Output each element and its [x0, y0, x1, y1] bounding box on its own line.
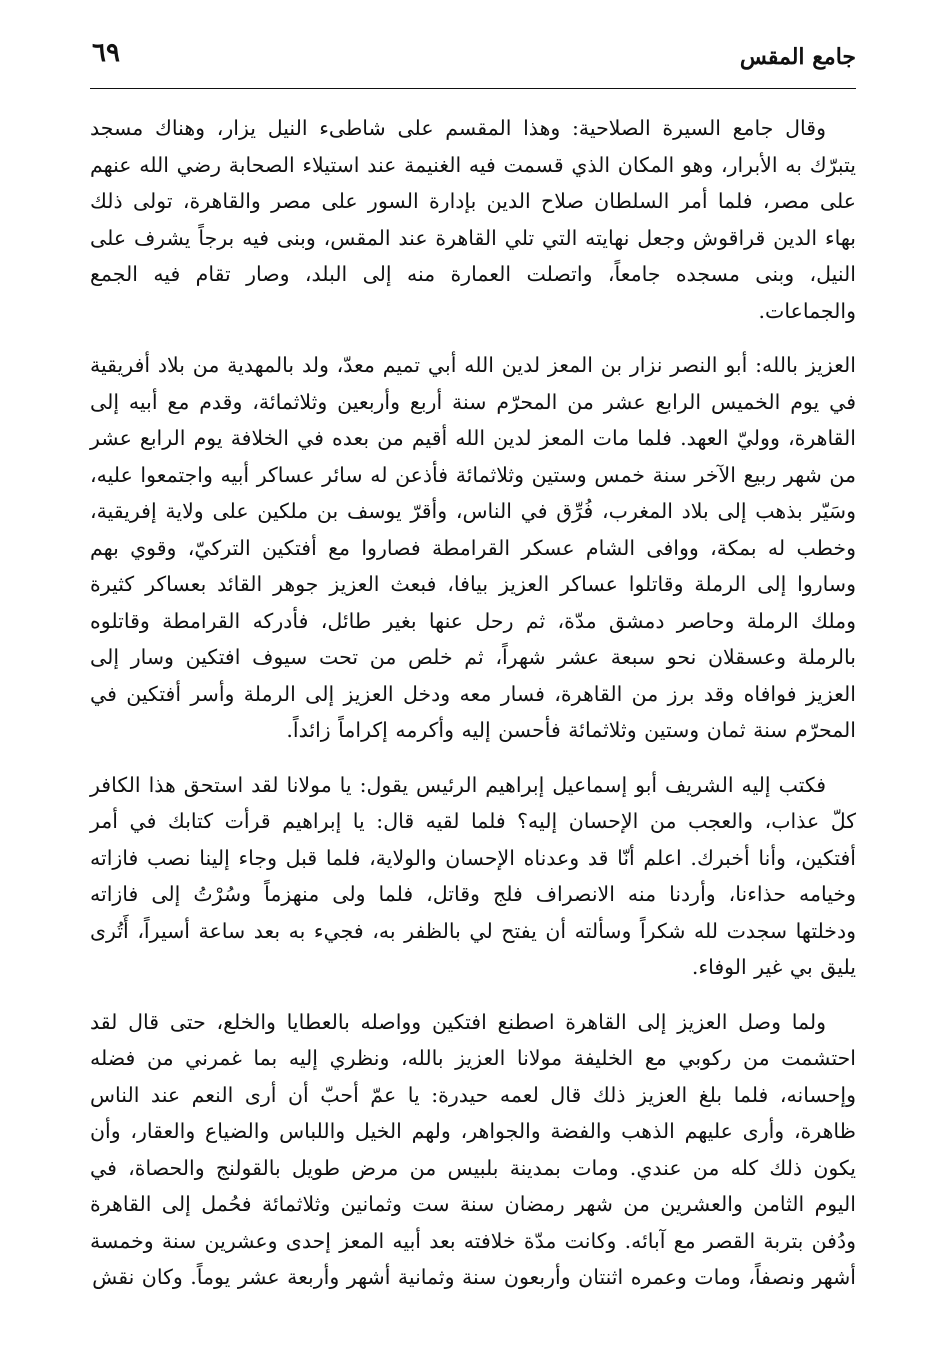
page-header — [90, 38, 856, 86]
body-text — [90, 110, 856, 1314]
page-number: ٦٩ — [92, 38, 120, 68]
running-title: جامع المقس — [739, 44, 856, 70]
paragraph-saladin-wall: وقال جامع السيرة الصلاحية: وهذا المقسم على شاطىء النيل يزار، وهناك مسجد يتبرّك به الأبرار، وهو المكان الذي قسمت فيه الغنيمة عند استيلاء الصحابة رضي الله عنهم على مصر، فلما أمر السلطان صلاح الدين بإدارة السور على مصر والقاهرة، تولى ذلك بهاء الدين قراقوش وجعل نهايته التي تلي القاهرة عند المقس، وبنى فيه برجاً يشرف على النيل، وبنى مسجده جامعاً، واتصلت العمارة منه إلى البلد، وصار تقام فيه الجمع والجماعات. — [90, 116, 856, 323]
paragraph-al-aziz-billah: العزيز بالله: أبو النصر نزار بن المعز لدين الله أبي تميم معدّ، ولد بالمهدية من بلاد أفريقية في يوم الخميس الرابع عشر من المحرّم سنة أربع وأربعين وثلاثمائة، وقدم مع أبيه إلى القاهرة، ووليّ العهد. فلما مات المعز لدين الله أقيم من بعده في الخلافة يوم الرابع عشر من شهر ربيع الآخر سنة خمس وستين وثلاثمائة فأذعن له سائر عساكر أبيه واجتمعوا عليه، وسَيّر بذهب إلى بلاد المغرب، فُرِّق في الناس، وأقرّ يوسف بن ملكين على ولاية إفريقية، وخطب له بمكة، ووافى الشام عسكر القرامطة فصاروا مع أفتكين التركيّ، وقوي بهم وساروا إلى الرملة وقاتلوا عساكر العزيز بيافا، فبعث العزيز جوهر القائد بعساكر كثيرة وملك الرملة وحاصر دمشق مدّة، ثم رحل عنها بغير طائل، فأدركه القرامطة وقاتلوه بالرملة وعسقلان نحو سبعة عشر شهراً، ثم خلص من تحت سيوف افتكين وسار إلى العزيز فوافاه وقد برز من القاهرة، فسار معه ودخل العزيز إلى الرملة وأسر أفتكين في المحرّم سنة ثمان وستين وثلاثمائة فأحسن إليه وأكرمه إكراماً زائداً. — [90, 353, 856, 742]
paragraph-letter-ibrahim: فكتب إليه الشريف أبو إسماعيل إبراهيم الرئيس يقول: يا مولانا لقد استحق هذا الكافر كلّ عذاب، والعجب من الإحسان إليه؟ فلما لقيه قال: يا إبراهيم قرأت كتابك في أمر أفتكين، وأنا أخبرك. اعلم أنّا قد وعدناه الإحسان والولاية، فلما قبل وجاء إلينا نصب فازاته وخيامه حذاءنا، وأردنا منه الانصراف فلج وقاتل، فلما ولى منهزماً وسُرْتُ إلى فازاته ودخلتها سجدت لله شكراً وسألته أن يفتح لي بالظفر به، فجيء به بعد ساعة أسيراً، أَتُرى يليق بي غير الوفاء. — [90, 772, 856, 979]
header-divider — [90, 88, 856, 89]
paragraph-aftakin-honored: ولما وصل العزيز إلى القاهرة اصطنع افتكين وواصله بالعطايا والخلع، حتى قال لقد احتشمت من ركوبي مع الخليفة مولانا العزيز بالله، ونظري إليه بما غمرني من فضله وإحسانه، فلما بلغ العزيز ذلك قال لعمه حيدرة: يا عمّ أحبّ أن أرى النعم عند الناس ظاهرة، وأرى عليهم الذهب والفضة والجواهر، ولهم الخيل واللباس والضياع والعقار، وأن يكون ذلك كله من عندي. ومات بمدينة بلبيس من مرض طويل بالقولنج والحصاة، في اليوم الثامن والعشرين من شهر رمضان سنة ست وثمانين وثلاثمائة فحُمل إلى القاهرة ودُفن بتربة القصر مع آبائه. وكانت مدّة خلافته بعد أبيه المعز إحدى وعشرين سنة وخمسة أشهر ونصفاً، ومات وعمره اثنتان وأربعون سنة وثمانية أشهر وأربعة عشر يوماً. وكان نقش — [90, 1009, 856, 1289]
